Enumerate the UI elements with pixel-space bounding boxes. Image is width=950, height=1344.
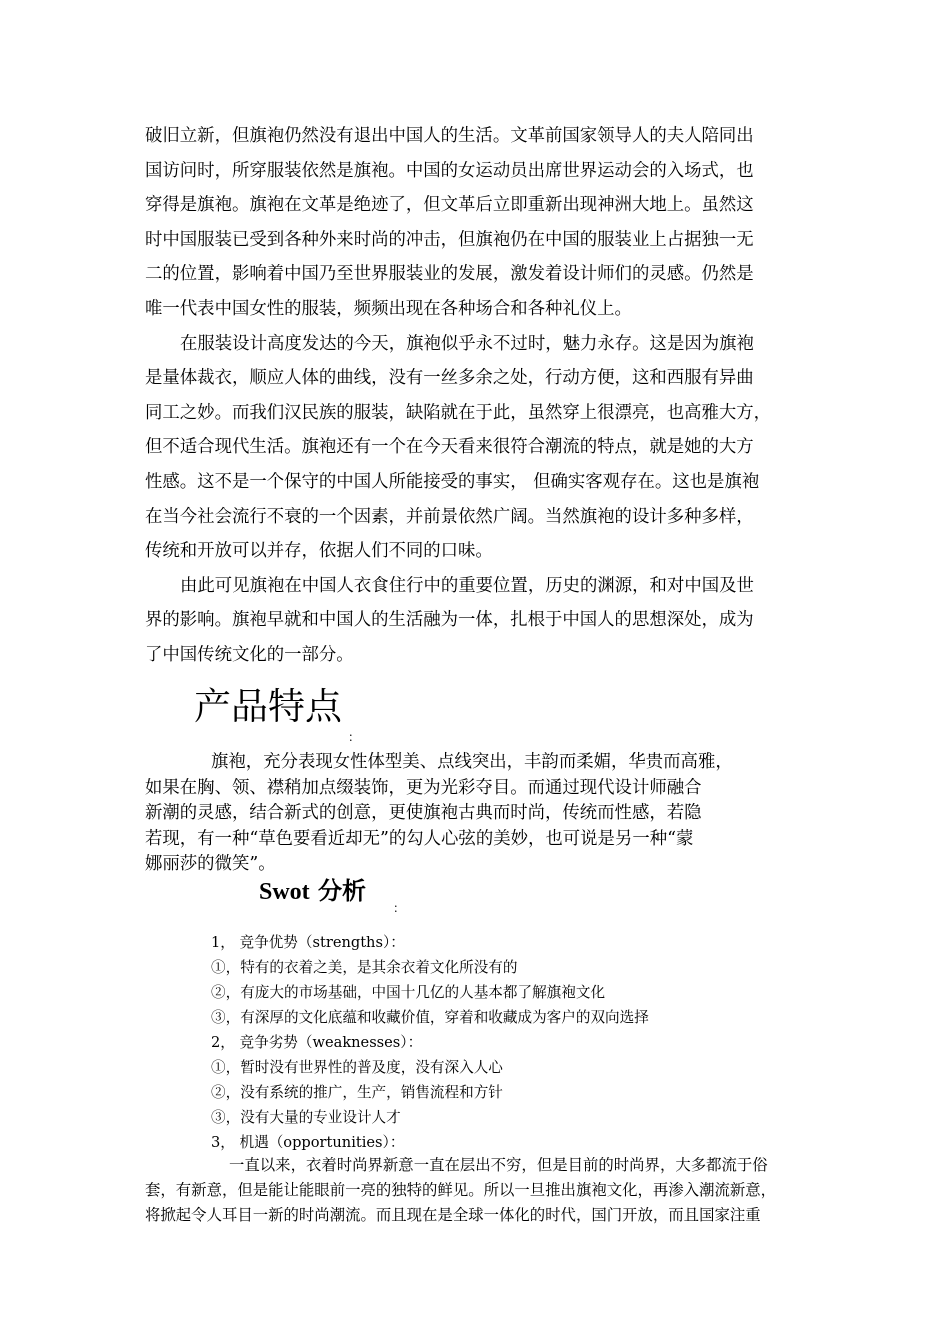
list-item: 2， 竞争劣势（weaknesses）： xyxy=(211,1034,423,1051)
text-line: 国访问时，所穿服装依然是旗袍。中国的女运动员出席世界运动会的入场式，也 xyxy=(145,160,754,181)
list-item: ③，有深厚的文化底蕴和收藏价值，穿着和收藏成为客户的双向选择 xyxy=(211,1009,649,1026)
text-line: 套，有新意，但是能让能眼前一亮的独特的鲜见。所以一旦推出旗袍文化，再渗入潮流新意， xyxy=(145,1181,777,1199)
body-text-features xyxy=(145,750,810,878)
text-line: 传统和开放可以并存，依据人们不同的口味。 xyxy=(145,541,493,562)
body-text-opportunities xyxy=(145,1153,810,1228)
heading-colon: ： xyxy=(393,901,406,915)
text-line: 了中国传统文化的一部分。 xyxy=(145,644,354,665)
swot-heading-cn: 分析 xyxy=(309,876,367,905)
list-item: ②，有庞大的市场基础，中国十几亿的人基本都了解旗袍文化 xyxy=(211,984,606,1001)
text-line: 新潮的灵感，结合新式的创意，更使旗袍古典而时尚，传统而性感，若隐 xyxy=(145,803,702,823)
list-item: ②，没有系统的推广，生产，销售流程和方针 xyxy=(211,1084,503,1101)
swot-list xyxy=(211,930,649,1155)
text-line: 时中国服装已受到各种外来时尚的冲击，但旗袍仍在中国的服装业上占据独一无 xyxy=(145,229,754,250)
text-line: 旗袍，充分表现女性体型美、点线突出，丰韵而柔媚，华贵而高雅， xyxy=(211,752,733,772)
text-line: 二的位置，影响着中国乃至世界服装业的发展，激发着设计师们的灵感。仍然是 xyxy=(145,264,754,285)
list-item: 1， 竞争优势（strengths）： xyxy=(211,934,405,951)
text-line: 性感。这不是一个保守的中国人所能接受的事实， 但确实客观存在。这也是旗袍 xyxy=(145,471,760,492)
heading-colon: ： xyxy=(348,730,361,744)
text-line: 同工之妙。而我们汉民族的服装，缺陷就在于此，虽然穿上很漂亮，也高雅大方， xyxy=(145,402,772,423)
swot-heading xyxy=(259,875,366,908)
text-line: 界的影响。旗袍早就和中国人的生活融为一体，扎根于中国人的思想深处，成为 xyxy=(145,610,754,631)
text-line: 但不适合现代生活。旗袍还有一个在今天看来很符合潮流的特点，就是她的大方 xyxy=(145,437,754,458)
text-line: 是量体裁衣，顺应人体的曲线，没有一丝多余之处，行动方便，这和西服有异曲 xyxy=(145,368,754,389)
text-line: 娜丽莎的微笑”。 xyxy=(145,854,276,874)
list-item: ①，暂时没有世界性的普及度，没有深入人心 xyxy=(211,1059,503,1076)
list-item: 3， 机遇（opportunities）： xyxy=(211,1134,405,1151)
text-line: 若现，有一种“草色要看近却无”的勾人心弦的美妙，也可说是另一种“蒙 xyxy=(145,828,694,849)
list-item: ③，没有大量的专业设计人才 xyxy=(211,1109,401,1126)
text-line: 在服装设计高度发达的今天，旗袍似乎永不过时，魅力永存。这是因为旗袍 xyxy=(180,333,754,354)
text-line: 唯一代表中国女性的服装，频频出现在各种场合和各种礼仪上。 xyxy=(145,298,632,319)
text-line: 一直以来，衣着时尚界新意一直在层出不穷，但是目前的时尚界，大多都流于俗 xyxy=(229,1156,768,1174)
list-item: ①，特有的衣着之美，是其余衣着文化所没有的 xyxy=(211,959,518,976)
text-line: 穿得是旗袍。旗袍在文革是绝迹了，但文革后立即重新出现神洲大地上。虽然这 xyxy=(145,195,754,216)
text-line: 如果在胸、领、襟稍加点缀装饰，更为光彩夺目。而通过现代设计师融合 xyxy=(145,777,702,798)
text-line: 由此可见旗袍在中国人衣食住行中的重要位置，历史的渊源，和对中国及世 xyxy=(180,575,754,596)
product-features-heading: 产品特点 xyxy=(194,685,342,728)
text-line: 将掀起令人耳目一新的时尚潮流。而且现在是全球一体化的时代，国门开放，而且国家注重 xyxy=(145,1206,761,1224)
text-line: 在当今社会流行不衰的一个因素，并前景依然广阔。当然旗袍的设计多种多样， xyxy=(145,506,754,527)
text-line: 破旧立新，但旗袍仍然没有退出中国人的生活。文革前国家领导人的夫人陪同出 xyxy=(145,126,754,146)
body-text-history xyxy=(145,119,810,673)
swot-heading-en: Swot xyxy=(259,879,310,905)
